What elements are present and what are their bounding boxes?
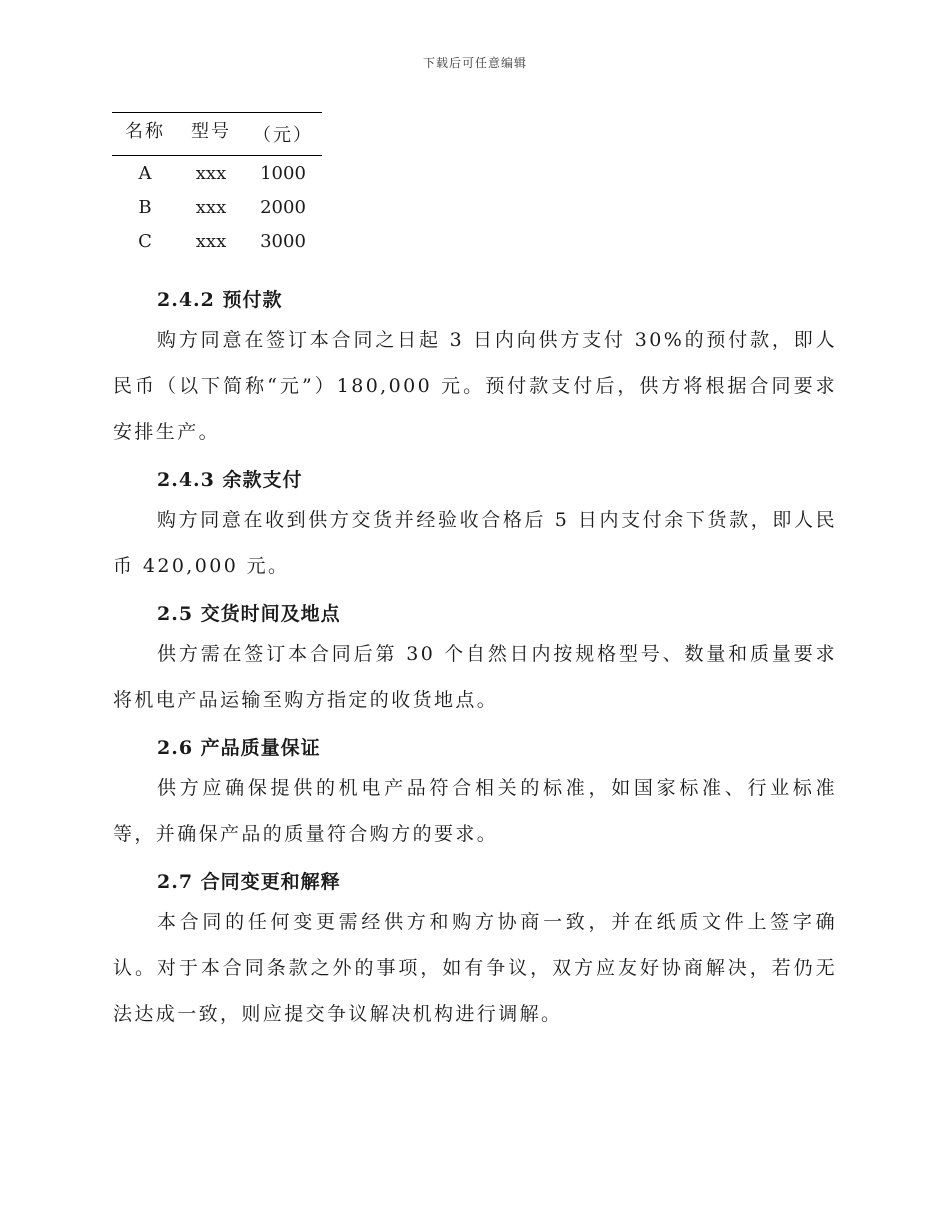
page-header: 下载后可任意编辑 [422,56,527,70]
table-row [112,224,322,258]
section-balance-payment [113,463,837,589]
cell-model: xxx [195,196,227,218]
cell-model: xxx [195,162,227,184]
column-header-name: 名称 [112,113,178,156]
cell-price: 3000 [260,230,306,252]
document-body [113,283,837,1045]
cell-price: 1000 [260,162,306,184]
section-heading: 2.7 合同变更和解释 [157,871,341,893]
section-paragraph: 供方需在签订本合同后第 30 个自然日内按规格型号、数量和质量要求将机电产品运输至购方指定的收货地点。 [113,643,837,711]
section-contract-changes [113,865,837,1037]
section-paragraph: 购方同意在签订本合同之日起 3 日内向供方支付 30%的预付款，即人民币（以下简称“元”）180,000 元。预付款支付后，供方将根据合同要求安排生产。 [113,329,837,443]
section-paragraph: 本合同的任何变更需经供方和购方协商一致，并在纸质文件上签字确认。对于本合同条款之外的事项，如有争议，双方应友好协商解决，若仍无法达成一致，则应提交争议解决机构进行调解。 [113,911,837,1025]
section-prepayment [113,283,837,455]
section-heading: 2.4.3 余款支付 [157,469,303,491]
column-header-model: 型号 [178,113,244,156]
cell-name: B [138,196,152,218]
section-delivery [113,597,837,723]
column-header-price: （元） [244,113,322,156]
section-paragraph: 购方同意在收到供方交货并经验收合格后 5 日内支付余下货款，即人民币 420,000 元。 [113,509,837,577]
section-paragraph: 供方应确保提供的机电产品符合相关的标准，如国家标准、行业标准等，并确保产品的质量符合购方的要求。 [113,777,837,845]
cell-model: xxx [195,230,227,252]
table-row [112,190,322,224]
price-table [112,112,322,258]
section-quality-guarantee [113,731,837,857]
table-row [112,156,322,191]
table-header-row [112,113,322,156]
section-heading: 2.6 产品质量保证 [157,737,321,759]
section-heading: 2.5 交货时间及地点 [157,603,341,625]
cell-name: C [138,230,152,252]
cell-price: 2000 [260,196,306,218]
cell-name: A [138,162,152,184]
section-heading: 2.4.2 预付款 [157,289,283,311]
